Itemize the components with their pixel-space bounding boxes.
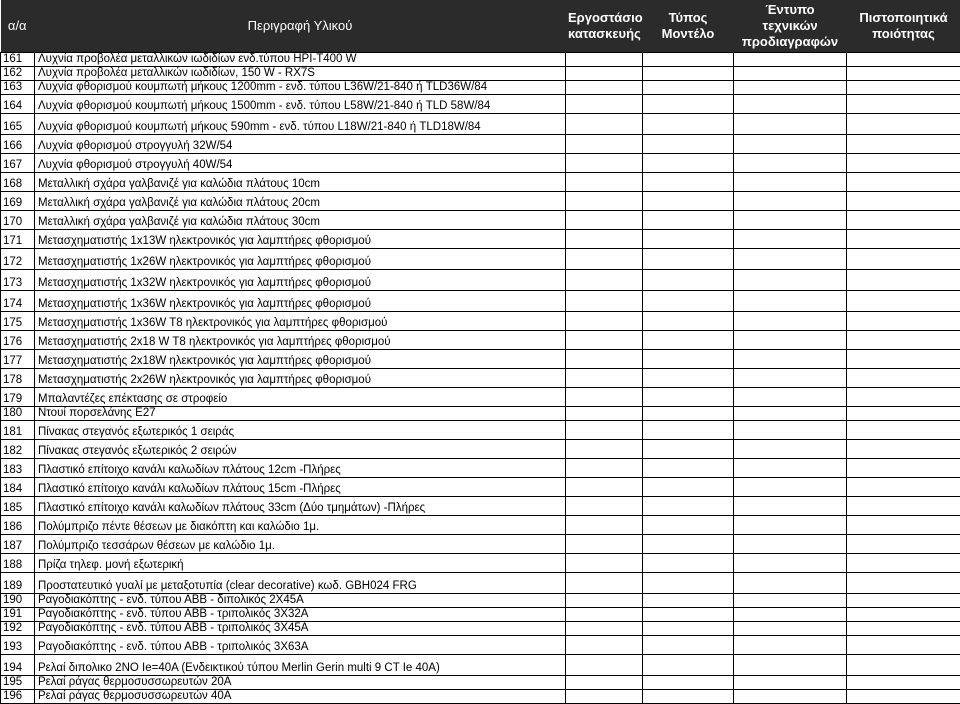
table-row xyxy=(1,191,960,210)
factory-cell[interactable] xyxy=(566,290,643,311)
quality-certificates-cell[interactable] xyxy=(847,458,960,477)
row-number: 161 xyxy=(1,52,35,66)
row-description: Λυχνία φθορισμού στρογγυλή 32W/54 xyxy=(35,134,566,153)
type-model-cell[interactable] xyxy=(643,172,734,191)
type-model-cell[interactable] xyxy=(643,572,734,593)
table-row xyxy=(1,572,960,593)
row-description: Λυχνία φθορισμού στρογγυλή 40W/54 xyxy=(35,153,566,172)
technical-specs-cell[interactable] xyxy=(734,439,847,458)
factory-cell[interactable] xyxy=(566,66,643,80)
row-number: 181 xyxy=(1,420,35,439)
type-model-cell[interactable] xyxy=(643,593,734,607)
factory-cell[interactable] xyxy=(566,330,643,349)
row-number: 172 xyxy=(1,248,35,269)
factory-cell[interactable] xyxy=(566,607,643,621)
type-model-cell[interactable] xyxy=(643,134,734,153)
table-row xyxy=(1,94,960,113)
row-description: Πλαστικό επίτοιχο κανάλι καλωδίων πλάτους 12cm -Πλήρες xyxy=(35,458,566,477)
table-row xyxy=(1,593,960,607)
table-row xyxy=(1,210,960,229)
factory-cell[interactable] xyxy=(566,229,643,248)
row-description: Μετασχηματιστής 2x18 W T8 ηλεκτρονικός για λαμπτήρες φθορισμού xyxy=(35,330,566,349)
technical-specs-cell[interactable] xyxy=(734,94,847,113)
table-row xyxy=(1,290,960,311)
table-row xyxy=(1,52,960,66)
technical-specs-cell[interactable] xyxy=(734,515,847,534)
table-row xyxy=(1,368,960,387)
row-number: 174 xyxy=(1,290,35,311)
table-row xyxy=(1,675,960,689)
technical-specs-cell[interactable] xyxy=(734,534,847,553)
type-model-cell[interactable] xyxy=(643,229,734,248)
type-model-cell[interactable] xyxy=(643,635,734,654)
row-description: Ρελαί ράγας θερμοσυσσωρευτών 40Α xyxy=(35,689,566,703)
quality-certificates-cell[interactable] xyxy=(847,621,960,635)
table-row xyxy=(1,607,960,621)
row-number: 183 xyxy=(1,458,35,477)
quality-certificates-cell[interactable] xyxy=(847,52,960,66)
type-model-cell[interactable] xyxy=(643,94,734,113)
quality-certificates-cell[interactable] xyxy=(847,269,960,290)
factory-cell[interactable] xyxy=(566,248,643,269)
type-model-cell[interactable] xyxy=(643,675,734,689)
table-row xyxy=(1,654,960,675)
type-model-cell[interactable] xyxy=(643,387,734,406)
quality-certificates-cell[interactable] xyxy=(847,153,960,172)
row-number: 192 xyxy=(1,621,35,635)
column-header-description: Περιγραφή Υλικού xyxy=(35,0,566,52)
type-model-cell[interactable] xyxy=(643,290,734,311)
technical-specs-cell[interactable] xyxy=(734,654,847,675)
column-header-technical-specs: Έντυπο τεχνικών προδιαγραφών xyxy=(734,0,847,52)
factory-cell[interactable] xyxy=(566,553,643,572)
factory-cell[interactable] xyxy=(566,689,643,703)
row-description: Μετασχηματιστής 1x32W ηλεκτρονικός για λαμπτήρες φθορισμού xyxy=(35,269,566,290)
table-row xyxy=(1,420,960,439)
factory-cell[interactable] xyxy=(566,349,643,368)
factory-cell[interactable] xyxy=(566,52,643,66)
table-row xyxy=(1,621,960,635)
row-description: Ρελαί ράγας θερμοσυσσωρευτών 20Α xyxy=(35,675,566,689)
quality-certificates-cell[interactable] xyxy=(847,229,960,248)
factory-cell[interactable] xyxy=(566,477,643,496)
quality-certificates-cell[interactable] xyxy=(847,477,960,496)
quality-certificates-cell[interactable] xyxy=(847,311,960,330)
technical-specs-cell[interactable] xyxy=(734,153,847,172)
type-model-cell[interactable] xyxy=(643,496,734,515)
factory-cell[interactable] xyxy=(566,172,643,191)
row-description: Πλαστικό επίτοιχο κανάλι καλωδίων πλάτους 15cm -Πλήρες xyxy=(35,477,566,496)
factory-cell[interactable] xyxy=(566,593,643,607)
type-model-cell[interactable] xyxy=(643,269,734,290)
factory-cell[interactable] xyxy=(566,458,643,477)
table-row xyxy=(1,269,960,290)
row-description: Λυχνία προβολέα μεταλλικών ιωδιδίων, 150 W - RX7S xyxy=(35,66,566,80)
row-number: 168 xyxy=(1,172,35,191)
table-row xyxy=(1,248,960,269)
type-model-cell[interactable] xyxy=(643,439,734,458)
technical-specs-cell[interactable] xyxy=(734,134,847,153)
row-description: Ραγοδιακόπτης - ενδ. τύπου ΑΒΒ - τριπολικός 3Χ63Α xyxy=(35,635,566,654)
technical-specs-cell[interactable] xyxy=(734,458,847,477)
type-model-cell[interactable] xyxy=(643,420,734,439)
factory-cell[interactable] xyxy=(566,439,643,458)
quality-certificates-cell[interactable] xyxy=(847,515,960,534)
technical-specs-cell[interactable] xyxy=(734,368,847,387)
quality-certificates-cell[interactable] xyxy=(847,66,960,80)
technical-specs-cell[interactable] xyxy=(734,689,847,703)
type-model-cell[interactable] xyxy=(643,689,734,703)
factory-cell[interactable] xyxy=(566,635,643,654)
row-description: Μεταλλική σχάρα γαλβανιζέ για καλώδια πλάτους 10cm xyxy=(35,172,566,191)
type-model-cell[interactable] xyxy=(643,330,734,349)
row-description: Μεταλλική σχάρα γαλβανιζέ για καλώδια πλάτους 30cm xyxy=(35,210,566,229)
row-number: 173 xyxy=(1,269,35,290)
type-model-cell[interactable] xyxy=(643,458,734,477)
table-row xyxy=(1,477,960,496)
technical-specs-cell[interactable] xyxy=(734,269,847,290)
quality-certificates-cell[interactable] xyxy=(847,387,960,406)
technical-specs-cell[interactable] xyxy=(734,248,847,269)
technical-specs-cell[interactable] xyxy=(734,607,847,621)
row-number: 187 xyxy=(1,534,35,553)
type-model-cell[interactable] xyxy=(643,113,734,134)
quality-certificates-cell[interactable] xyxy=(847,94,960,113)
type-model-cell[interactable] xyxy=(643,210,734,229)
quality-certificates-cell[interactable] xyxy=(847,572,960,593)
row-number: 188 xyxy=(1,553,35,572)
quality-certificates-cell[interactable] xyxy=(847,172,960,191)
technical-specs-cell[interactable] xyxy=(734,210,847,229)
row-number: 169 xyxy=(1,191,35,210)
technical-specs-cell[interactable] xyxy=(734,52,847,66)
table-row xyxy=(1,229,960,248)
row-number: 171 xyxy=(1,229,35,248)
row-number: 193 xyxy=(1,635,35,654)
table-row xyxy=(1,496,960,515)
row-number: 186 xyxy=(1,515,35,534)
row-description: Μετασχηματιστής 1x13W ηλεκτρονικός για λαμπτήρες φθορισμού xyxy=(35,229,566,248)
technical-specs-cell[interactable] xyxy=(734,349,847,368)
row-number: 167 xyxy=(1,153,35,172)
column-header-factory: Εργοστάσιο κατασκευής xyxy=(566,0,643,52)
factory-cell[interactable] xyxy=(566,368,643,387)
row-number: 165 xyxy=(1,113,35,134)
type-model-cell[interactable] xyxy=(643,621,734,635)
factory-cell[interactable] xyxy=(566,80,643,94)
row-description: Ραγοδιακόπτης - ενδ. τύπου ΑΒΒ - διπολικός 2Χ45Α xyxy=(35,593,566,607)
row-number: 166 xyxy=(1,134,35,153)
row-number: 180 xyxy=(1,406,35,420)
row-description: Πίνακας στεγανός εξωτερικός 1 σειράς xyxy=(35,420,566,439)
row-number: 163 xyxy=(1,80,35,94)
technical-specs-cell[interactable] xyxy=(734,172,847,191)
row-number: 182 xyxy=(1,439,35,458)
table-row xyxy=(1,458,960,477)
factory-cell[interactable] xyxy=(566,675,643,689)
type-model-cell[interactable] xyxy=(643,153,734,172)
row-description: Μπαλαντέζες επέκτασης σε στροφείο xyxy=(35,387,566,406)
table-row xyxy=(1,635,960,654)
row-description: Μετασχηματιστής 1x26W ηλεκτρονικός για λαμπτήρες φθορισμού xyxy=(35,248,566,269)
table-row xyxy=(1,80,960,94)
row-number: 170 xyxy=(1,210,35,229)
column-header-number: α/α xyxy=(1,0,35,52)
row-description: Μετασχηματιστής 1x36W T8 ηλεκτρονικός για λαμπτήρες φθορισμού xyxy=(35,311,566,330)
type-model-cell[interactable] xyxy=(643,80,734,94)
row-description: Μεταλλική σχάρα γαλβανιζέ για καλώδια πλάτους 20cm xyxy=(35,191,566,210)
table-row xyxy=(1,534,960,553)
row-number: 195 xyxy=(1,675,35,689)
technical-specs-cell[interactable] xyxy=(734,80,847,94)
type-model-cell[interactable] xyxy=(643,349,734,368)
quality-certificates-cell[interactable] xyxy=(847,248,960,269)
row-number: 184 xyxy=(1,477,35,496)
factory-cell[interactable] xyxy=(566,311,643,330)
factory-cell[interactable] xyxy=(566,269,643,290)
table-row xyxy=(1,515,960,534)
quality-certificates-cell[interactable] xyxy=(847,134,960,153)
row-description: Ντουί πορσελάνης Ε27 xyxy=(35,406,566,420)
row-number: 176 xyxy=(1,330,35,349)
technical-specs-cell[interactable] xyxy=(734,477,847,496)
table-row xyxy=(1,330,960,349)
row-description: Λυχνία φθορισμού κουμπωτή μήκους 1200mm - ενδ. τύπου L36W/21-840 ή TLD36W/84 xyxy=(35,80,566,94)
quality-certificates-cell[interactable] xyxy=(847,210,960,229)
table-row xyxy=(1,66,960,80)
factory-cell[interactable] xyxy=(566,191,643,210)
row-number: 178 xyxy=(1,368,35,387)
table-row xyxy=(1,172,960,191)
row-description: Μετασχηματιστής 2x18W ηλεκτρονικός για λαμπτήρες φθορισμού xyxy=(35,349,566,368)
table-row xyxy=(1,153,960,172)
technical-specs-cell[interactable] xyxy=(734,621,847,635)
type-model-cell[interactable] xyxy=(643,248,734,269)
factory-cell[interactable] xyxy=(566,572,643,593)
table-row xyxy=(1,553,960,572)
row-description: Πρίζα τηλεφ. μονή εξωτερική xyxy=(35,553,566,572)
row-number: 190 xyxy=(1,593,35,607)
technical-specs-cell[interactable] xyxy=(734,229,847,248)
table-row xyxy=(1,134,960,153)
factory-cell[interactable] xyxy=(566,113,643,134)
technical-specs-cell[interactable] xyxy=(734,675,847,689)
quality-certificates-cell[interactable] xyxy=(847,420,960,439)
quality-certificates-cell[interactable] xyxy=(847,290,960,311)
table-row xyxy=(1,406,960,420)
factory-cell[interactable] xyxy=(566,153,643,172)
type-model-cell[interactable] xyxy=(643,66,734,80)
factory-cell[interactable] xyxy=(566,654,643,675)
row-description: Προστατευτικό γυαλί με μεταξοτυπία (clear decorative) κωδ. GBH024 FRG xyxy=(35,572,566,593)
row-number: 162 xyxy=(1,66,35,80)
technical-specs-cell[interactable] xyxy=(734,191,847,210)
quality-certificates-cell[interactable] xyxy=(847,191,960,210)
technical-specs-cell[interactable] xyxy=(734,572,847,593)
row-description: Λυχνία προβολέα μεταλλικών ιωδιδίων ενδ.τύπου HPI-T400 W xyxy=(35,52,566,66)
row-number: 196 xyxy=(1,689,35,703)
quality-certificates-cell[interactable] xyxy=(847,607,960,621)
technical-specs-cell[interactable] xyxy=(734,113,847,134)
quality-certificates-cell[interactable] xyxy=(847,534,960,553)
technical-specs-cell[interactable] xyxy=(734,420,847,439)
factory-cell[interactable] xyxy=(566,210,643,229)
factory-cell[interactable] xyxy=(566,406,643,420)
quality-certificates-cell[interactable] xyxy=(847,635,960,654)
technical-specs-cell[interactable] xyxy=(734,553,847,572)
factory-cell[interactable] xyxy=(566,420,643,439)
factory-cell[interactable] xyxy=(566,621,643,635)
row-description: Ραγοδιακόπτης - ενδ. τύπου ΑΒΒ - τριπολικός 3Χ45Α xyxy=(35,621,566,635)
quality-certificates-cell[interactable] xyxy=(847,553,960,572)
technical-specs-cell[interactable] xyxy=(734,593,847,607)
technical-specs-cell[interactable] xyxy=(734,66,847,80)
type-model-cell[interactable] xyxy=(643,406,734,420)
type-model-cell[interactable] xyxy=(643,311,734,330)
quality-certificates-cell[interactable] xyxy=(847,675,960,689)
quality-certificates-cell[interactable] xyxy=(847,654,960,675)
table-body xyxy=(1,52,960,703)
row-number: 189 xyxy=(1,572,35,593)
quality-certificates-cell[interactable] xyxy=(847,368,960,387)
column-header-type-model: Τύπος Μοντέλο xyxy=(643,0,734,52)
technical-specs-cell[interactable] xyxy=(734,311,847,330)
type-model-cell[interactable] xyxy=(643,477,734,496)
row-number: 177 xyxy=(1,349,35,368)
factory-cell[interactable] xyxy=(566,515,643,534)
row-description: Μετασχηματιστής 1x36W ηλεκτρονικός για λαμπτήρες φθορισμού xyxy=(35,290,566,311)
type-model-cell[interactable] xyxy=(643,52,734,66)
row-description: Λυχνία φθορισμού κουμπωτή μήκους 1500mm - ενδ. τύπου L58W/21-840 ή TLD 58W/84 xyxy=(35,94,566,113)
quality-certificates-cell[interactable] xyxy=(847,80,960,94)
row-number: 194 xyxy=(1,654,35,675)
quality-certificates-cell[interactable] xyxy=(847,406,960,420)
factory-cell[interactable] xyxy=(566,534,643,553)
row-description: Ραγοδιακόπτης - ενδ. τύπου ΑΒΒ - τριπολικός 3Χ32Α xyxy=(35,607,566,621)
type-model-cell[interactable] xyxy=(643,534,734,553)
row-number: 191 xyxy=(1,607,35,621)
row-description: Πίνακας στεγανός εξωτερικός 2 σειρών xyxy=(35,439,566,458)
row-number: 179 xyxy=(1,387,35,406)
quality-certificates-cell[interactable] xyxy=(847,593,960,607)
row-description: Μετασχηματιστής 2x26W ηλεκτρονικός για λαμπτήρες φθορισμού xyxy=(35,368,566,387)
row-number: 175 xyxy=(1,311,35,330)
quality-certificates-cell[interactable] xyxy=(847,689,960,703)
technical-specs-cell[interactable] xyxy=(734,387,847,406)
row-description: Πολύμπριζο πέντε θέσεων με διακόπτη και καλώδιο 1μ. xyxy=(35,515,566,534)
type-model-cell[interactable] xyxy=(643,553,734,572)
quality-certificates-cell[interactable] xyxy=(847,330,960,349)
factory-cell[interactable] xyxy=(566,94,643,113)
quality-certificates-cell[interactable] xyxy=(847,439,960,458)
table-header xyxy=(1,0,960,52)
quality-certificates-cell[interactable] xyxy=(847,113,960,134)
technical-specs-cell[interactable] xyxy=(734,635,847,654)
technical-specs-cell[interactable] xyxy=(734,290,847,311)
factory-cell[interactable] xyxy=(566,387,643,406)
table-row xyxy=(1,689,960,703)
type-model-cell[interactable] xyxy=(643,654,734,675)
factory-cell[interactable] xyxy=(566,496,643,515)
table-row xyxy=(1,311,960,330)
type-model-cell[interactable] xyxy=(643,607,734,621)
technical-specs-cell[interactable] xyxy=(734,406,847,420)
quality-certificates-cell[interactable] xyxy=(847,496,960,515)
table-row xyxy=(1,349,960,368)
type-model-cell[interactable] xyxy=(643,368,734,387)
type-model-cell[interactable] xyxy=(643,515,734,534)
table-row xyxy=(1,387,960,406)
row-description: Λυχνία φθορισμού κουμπωτή μήκους 590mm - ενδ. τύπου L18W/21-840 ή TLD18W/84 xyxy=(35,113,566,134)
row-description: Πλαστικό επίτοιχο κανάλι καλωδίων πλάτους 33cm (Δύο τμημάτων) -Πλήρες xyxy=(35,496,566,515)
row-description: Ρελαί διπολικο 2NO Ie=40A (Ενδεικτικού τύπου Merlin Gerin multi 9 CT Ie 40A) xyxy=(35,654,566,675)
row-number: 185 xyxy=(1,496,35,515)
row-description: Πολύμπριζο τεσσάρων θέσεων με καλώδιο 1μ. xyxy=(35,534,566,553)
factory-cell[interactable] xyxy=(566,134,643,153)
column-header-quality-certificates: Πιστοποιητικά ποιότητας xyxy=(847,0,960,52)
row-number: 164 xyxy=(1,94,35,113)
technical-specs-cell[interactable] xyxy=(734,330,847,349)
quality-certificates-cell[interactable] xyxy=(847,349,960,368)
technical-specs-cell[interactable] xyxy=(734,496,847,515)
table-row xyxy=(1,113,960,134)
table-row xyxy=(1,439,960,458)
type-model-cell[interactable] xyxy=(643,191,734,210)
